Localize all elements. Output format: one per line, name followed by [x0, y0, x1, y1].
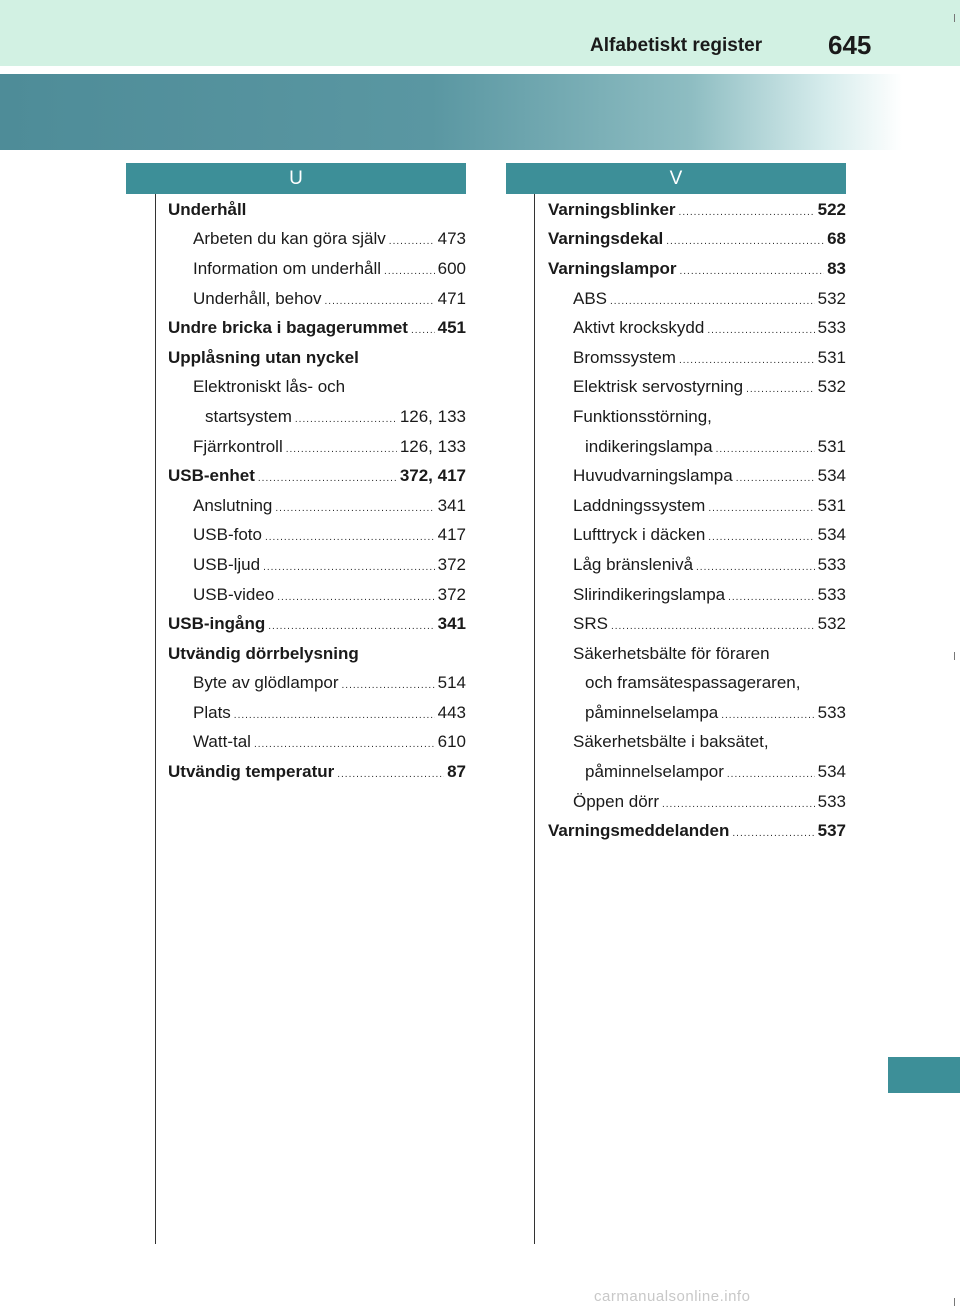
header-banner: [0, 74, 960, 150]
entry-text: Varningsdekal: [548, 229, 664, 249]
entry-text: Varningsmeddelanden: [548, 821, 730, 841]
entry-text: Låg bränslenivå: [573, 554, 694, 574]
page-reference: 532: [817, 614, 846, 634]
entry-text: startsystem: [205, 406, 292, 426]
entry-text: Elektrisk servostyrning: [573, 377, 744, 397]
index-subentry: [548, 402, 846, 432]
index-subentry: [168, 728, 466, 758]
letter-header-v: V: [506, 163, 846, 194]
entry-text: ABS: [573, 288, 608, 308]
index-subentry: [168, 580, 466, 610]
entry-text: Lufttryck i däcken: [573, 525, 706, 545]
entry-text: Bromssystem: [573, 347, 676, 367]
dot-leader: [732, 823, 814, 839]
page-reference: 533: [817, 791, 846, 811]
page-reference: 610: [437, 732, 466, 752]
entry-text: Varningsblinker: [548, 199, 676, 219]
section-title: Alfabetiskt register: [590, 35, 763, 56]
dot-leader: [295, 409, 397, 425]
index-entry: [168, 757, 466, 787]
crop-mark: [954, 652, 955, 660]
page-reference: 531: [817, 436, 846, 456]
dot-leader: [746, 379, 815, 395]
page-reference: 522: [817, 199, 846, 219]
page-reference: 534: [817, 466, 846, 486]
index-subentry: [548, 521, 846, 551]
watermark: carmanualsonline.info: [594, 1288, 751, 1305]
page-reference: 533: [817, 584, 846, 604]
dot-leader: [234, 705, 435, 721]
index-subentry: [548, 550, 846, 580]
entry-text: Utvändig temperatur: [168, 762, 335, 782]
index-subentry: [548, 432, 846, 462]
index-entry: [168, 461, 466, 491]
index-column-v: [548, 195, 846, 846]
index-subentry: [548, 313, 846, 343]
chapter-tab: [888, 1057, 960, 1093]
entry-text: Varningslampor: [548, 258, 677, 278]
index-subentry: [168, 402, 466, 432]
index-entry: [168, 609, 466, 639]
entry-text: Upplåsning utan nyckel: [168, 347, 359, 367]
dot-leader: [696, 557, 815, 573]
page-reference: 372: [437, 584, 466, 604]
index-entry: [168, 343, 466, 373]
page-reference: 534: [817, 762, 846, 782]
dot-leader: [610, 291, 815, 307]
entry-text: Utvändig dörrbelysning: [168, 643, 359, 663]
entry-text: Fjärrkontroll: [193, 436, 283, 456]
entry-text: Laddningssystem: [573, 495, 706, 515]
dot-leader: [277, 587, 434, 603]
page-reference: 126, 133: [399, 406, 466, 426]
page-reference: 341: [437, 614, 466, 634]
dot-leader: [662, 794, 815, 810]
index-subentry: [548, 373, 846, 403]
dot-leader: [727, 764, 815, 780]
index-subentry: [548, 728, 846, 758]
dot-leader: [728, 587, 815, 603]
page-reference: 514: [437, 673, 466, 693]
entry-text: påminnelselampor: [585, 762, 724, 782]
index-subentry: [168, 669, 466, 699]
index-subentry: [548, 491, 846, 521]
dot-leader: [708, 498, 814, 514]
entry-text: Aktivt krockskydd: [573, 318, 705, 338]
entry-text: USB-ljud: [193, 554, 261, 574]
dot-leader: [708, 527, 814, 543]
dot-leader: [275, 498, 434, 514]
page-reference: 533: [817, 318, 846, 338]
entry-text: Öppen dörr: [573, 791, 659, 811]
dot-leader: [342, 675, 435, 691]
entry-text: USB-foto: [193, 525, 262, 545]
dot-leader: [611, 616, 815, 632]
dot-leader: [716, 439, 815, 455]
index-subentry: [168, 254, 466, 284]
index-subentry: [168, 225, 466, 255]
index-subentry: [548, 343, 846, 373]
page-reference: 532: [817, 288, 846, 308]
index-subentry: [548, 669, 846, 699]
index-entry: [548, 225, 846, 255]
index-column-u: [168, 195, 466, 787]
entry-text: USB-video: [193, 584, 275, 604]
index-entry: [168, 195, 466, 225]
dot-leader: [411, 320, 435, 336]
dot-leader: [286, 439, 397, 455]
entry-text: Undre bricka i bagagerummet: [168, 318, 408, 338]
entry-text: och framsätespassageraren,: [585, 673, 801, 693]
dot-leader: [263, 557, 435, 573]
dot-leader: [736, 468, 815, 484]
dot-leader: [679, 202, 815, 218]
dot-leader: [707, 320, 814, 336]
index-subentry: [548, 639, 846, 669]
page-reference: 531: [817, 495, 846, 515]
page-reference: 443: [437, 702, 466, 722]
dot-leader: [254, 734, 435, 750]
index-subentry: [548, 787, 846, 817]
index-entry: [168, 313, 466, 343]
entry-text: Säkerhetsbälte i baksätet,: [573, 732, 769, 752]
entry-text: Huvudvarningslampa: [573, 466, 733, 486]
column-rule-left: [155, 194, 156, 1244]
column-rule-right: [534, 194, 535, 1244]
letter-header-u: U: [126, 163, 466, 194]
page-reference: 451: [437, 318, 466, 338]
page-reference: 87: [447, 762, 466, 782]
entry-text: Säkerhetsbälte för föraren: [573, 643, 770, 663]
crop-mark: [954, 1298, 955, 1306]
dot-leader: [265, 527, 435, 543]
entry-text: Elektroniskt lås- och: [193, 377, 346, 397]
crop-mark: [954, 14, 955, 22]
page-reference: 471: [437, 288, 466, 308]
page-reference: 533: [817, 554, 846, 574]
entry-text: Watt-tal: [193, 732, 251, 752]
index-subentry: [548, 757, 846, 787]
index-subentry: [548, 580, 846, 610]
entry-text: Arbeten du kan göra själv: [193, 229, 386, 249]
index-subentry: [168, 521, 466, 551]
entry-text: Plats: [193, 702, 231, 722]
page-reference: 372, 417: [399, 466, 466, 486]
dot-leader: [721, 705, 814, 721]
page-reference: 532: [817, 377, 846, 397]
page-reference: 531: [817, 347, 846, 367]
page-reference: 600: [437, 258, 466, 278]
index-subentry: [168, 491, 466, 521]
dot-leader: [384, 261, 435, 277]
dot-leader: [389, 231, 435, 247]
dot-leader: [325, 291, 435, 307]
entry-text: Underhåll, behov: [193, 288, 322, 308]
page-reference: 372: [437, 554, 466, 574]
index-subentry: [548, 609, 846, 639]
page-reference: 533: [817, 702, 846, 722]
entry-text: SRS: [573, 614, 608, 634]
dot-leader: [337, 764, 444, 780]
page-number: 645: [828, 30, 872, 60]
entry-text: Byte av glödlampor: [193, 673, 339, 693]
index-subentry: [168, 373, 466, 403]
index-entry: [168, 639, 466, 669]
entry-text: indikeringslampa: [585, 436, 713, 456]
dot-leader: [258, 468, 397, 484]
entry-text: Underhåll: [168, 199, 247, 219]
index-subentry: [168, 284, 466, 314]
page-reference: 473: [437, 229, 466, 249]
index-subentry: [548, 698, 846, 728]
entry-text: Funktionsstörning,: [573, 406, 712, 426]
page-reference: 417: [437, 525, 466, 545]
index-subentry: [548, 461, 846, 491]
page-reference: 534: [817, 525, 846, 545]
page-reference: 68: [827, 229, 846, 249]
page-reference: 537: [817, 821, 846, 841]
entry-text: USB-ingång: [168, 614, 266, 634]
page-reference: 126, 133: [399, 436, 466, 456]
index-subentry: [168, 698, 466, 728]
index-entry: [548, 254, 846, 284]
index-subentry: [168, 550, 466, 580]
entry-text: påminnelselampa: [585, 702, 719, 722]
entry-text: Slirindikeringslampa: [573, 584, 726, 604]
index-subentry: [168, 432, 466, 462]
index-entry: [548, 816, 846, 846]
dot-leader: [679, 350, 815, 366]
dot-leader: [679, 261, 824, 277]
entry-text: Information om underhåll: [193, 258, 382, 278]
entry-text: USB-enhet: [168, 466, 255, 486]
page-reference: 341: [437, 495, 466, 515]
top-band: [0, 0, 960, 66]
page-reference: 83: [827, 258, 846, 278]
dot-leader: [268, 616, 434, 632]
dot-leader: [666, 231, 824, 247]
entry-text: Anslutning: [193, 495, 273, 515]
index-entry: [548, 195, 846, 225]
index-subentry: [548, 284, 846, 314]
